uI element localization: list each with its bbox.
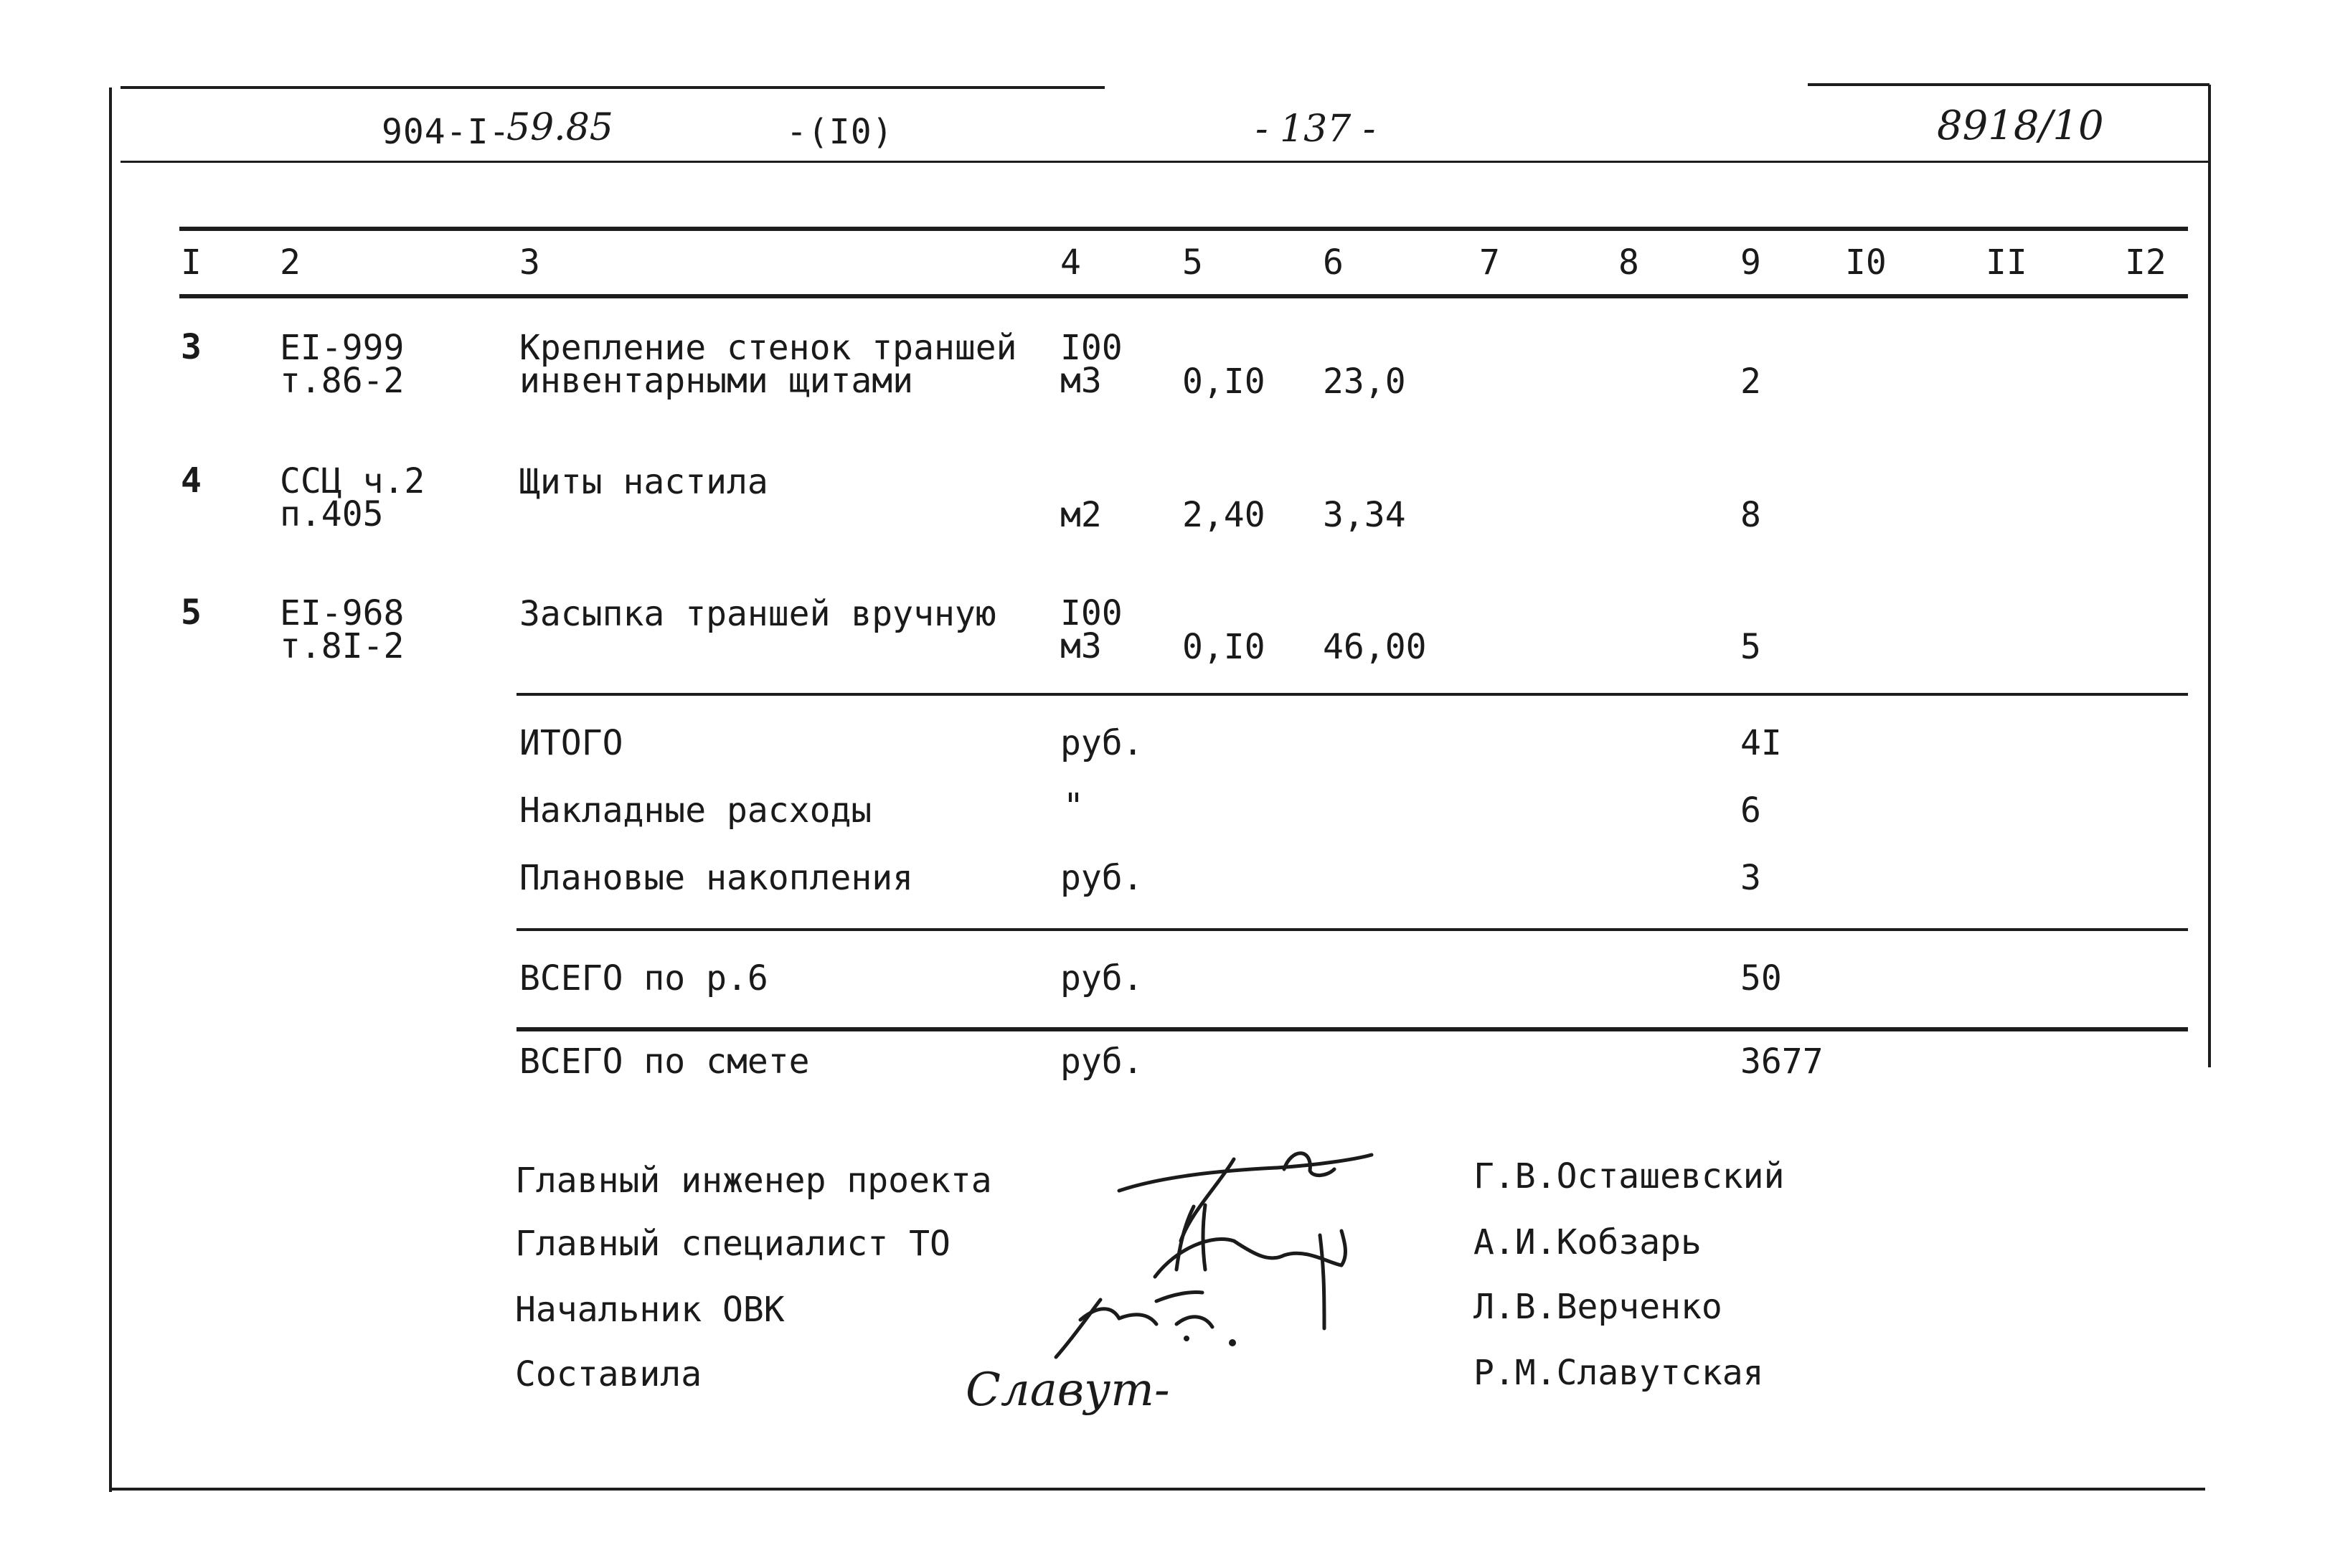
column-header-4: 4 xyxy=(1060,242,1081,283)
row-price: 46,00 xyxy=(1323,627,1427,667)
total-section-label: ВСЕГО по р.6 xyxy=(519,958,768,998)
signature-name: А.И.Кобзарь xyxy=(1473,1222,1702,1262)
doc-suffix: 59.85 xyxy=(506,106,613,149)
total-estimate-value: 3677 xyxy=(1740,1042,1824,1082)
summary-label: Плановые накопления xyxy=(519,858,914,898)
row-name: Засыпка траншей вручную xyxy=(519,594,996,634)
page-number: - 137 - xyxy=(1255,108,1376,151)
row-total: 2 xyxy=(1740,362,1761,402)
summary-label: ИТОГО xyxy=(519,723,623,763)
row-number: 4 xyxy=(181,461,202,501)
column-header-6: 6 xyxy=(1323,242,1344,283)
row-quantity: 0,I0 xyxy=(1182,362,1265,402)
signature-name: Г.В.Осташевский xyxy=(1473,1156,1785,1196)
row-code: EI-968 т.8I-2 xyxy=(280,593,405,666)
summary-value: 6 xyxy=(1740,790,1761,831)
column-header-1: I xyxy=(181,242,202,283)
signature-title: Главный инженер проекта xyxy=(515,1161,992,1201)
row-code: EI-999 т.86-2 xyxy=(280,328,405,401)
row-price: 23,0 xyxy=(1323,362,1406,402)
row-number: 5 xyxy=(181,592,202,633)
row-unit: I00 м3 xyxy=(1060,593,1123,666)
handwritten-signature-slavut: Славут- xyxy=(966,1364,1170,1417)
column-header-11: II xyxy=(1986,242,2027,283)
row-number: 3 xyxy=(181,327,202,367)
summary-value: 3 xyxy=(1740,858,1761,898)
signature-title: Главный специалист ТО xyxy=(515,1224,951,1264)
column-header-9: 9 xyxy=(1740,242,1761,283)
summary-value: 4I xyxy=(1740,723,1782,763)
row-total: 5 xyxy=(1740,627,1761,667)
total-estimate-label: ВСЕГО по смете xyxy=(519,1042,810,1082)
summary-unit: " xyxy=(1063,786,1084,826)
total-section-value: 50 xyxy=(1740,958,1782,998)
summary-unit: руб. xyxy=(1060,723,1143,763)
row-total: 8 xyxy=(1740,495,1761,535)
sheet-code: -(I0) xyxy=(786,112,894,152)
row-quantity: 2,40 xyxy=(1182,495,1265,535)
signature-title: Начальник ОВК xyxy=(515,1290,785,1330)
column-header-3: 3 xyxy=(519,242,540,283)
row-name: Щиты настила xyxy=(519,462,768,502)
total-estimate-unit: руб. xyxy=(1060,1042,1143,1082)
column-header-7: 7 xyxy=(1479,242,1500,283)
row-code: ССЦ ч.2 п.405 xyxy=(280,461,425,534)
column-header-10: I0 xyxy=(1845,242,1887,283)
total-section-unit: руб. xyxy=(1060,958,1143,998)
signature-name: Р.М.Славутская xyxy=(1473,1353,1764,1393)
summary-label: Накладные расходы xyxy=(519,790,872,831)
signature-name: Л.В.Верченко xyxy=(1473,1287,1722,1327)
column-header-12: I2 xyxy=(2125,242,2166,283)
row-unit: м2 xyxy=(1060,495,1102,535)
row-name: Крепление стенок траншей инвентарными щитами xyxy=(519,328,1017,401)
archive-number: 8918/10 xyxy=(1937,103,2104,149)
row-quantity: 0,I0 xyxy=(1182,627,1265,667)
column-header-8: 8 xyxy=(1618,242,1639,283)
summary-unit: руб. xyxy=(1060,858,1143,898)
signature-title: Составила xyxy=(515,1354,702,1394)
row-price: 3,34 xyxy=(1323,495,1406,535)
doc-prefix: 904-I- xyxy=(382,112,511,152)
column-header-5: 5 xyxy=(1182,242,1203,283)
row-unit: I00 м3 xyxy=(1060,328,1123,401)
column-header-2: 2 xyxy=(280,242,301,283)
